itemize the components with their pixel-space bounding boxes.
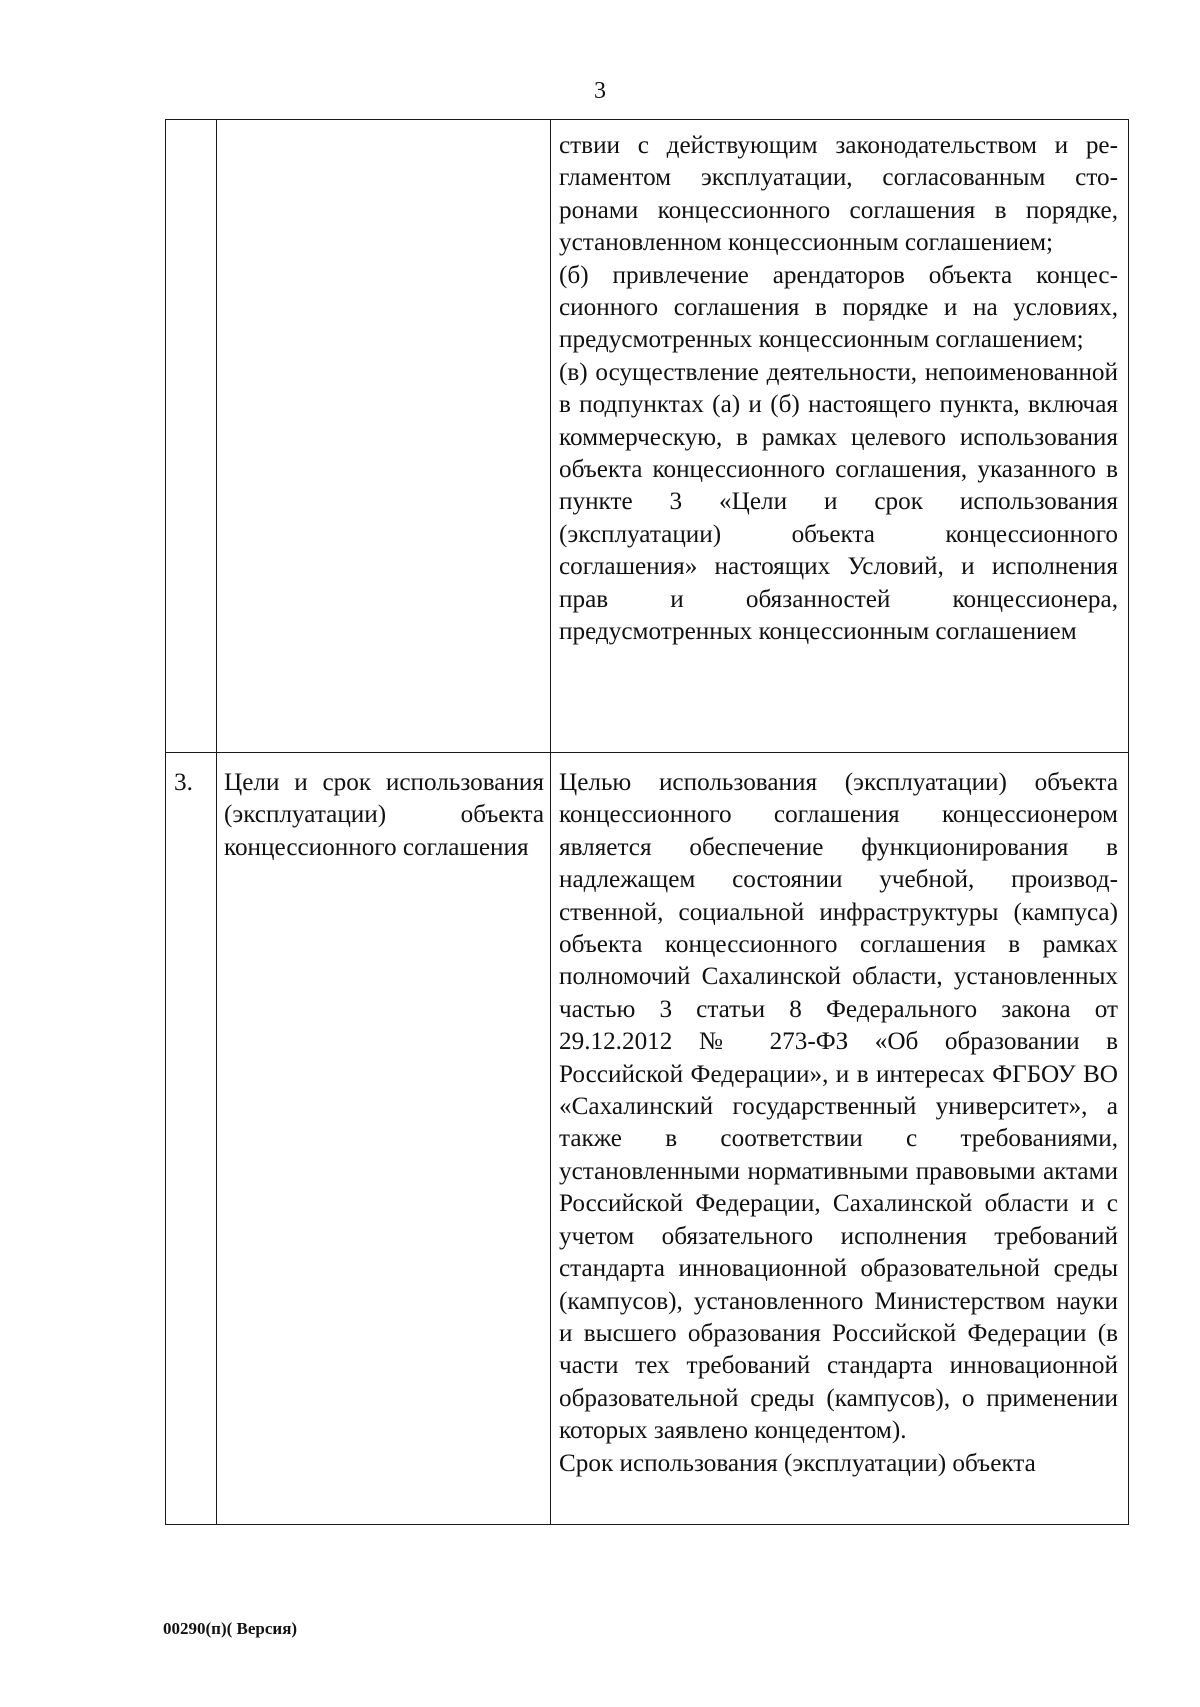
- row-number-cell: [166, 753, 217, 1525]
- row-title: Цели и срок использования (эксплуатации) объекта концессионного соглашения: [224, 769, 544, 861]
- row-number: 3.: [174, 769, 193, 796]
- row-description: [551, 120, 1128, 649]
- row-number-cell: [166, 120, 217, 753]
- description-paragraph: Целью использования (эксплуатации) объекта концессионного соглашения концессионером является обеспечение функционирования в надлежащем состоянии учебной, производственной, социальной инфраструктуры (кампуса) объекта концессионного соглашения в рамках полномочий Сахалинской области, установленных частью 3 статьи 8 Федерального закона от 29.12.2012 № 273-ФЗ «Об образовании в Российской Федерации», и в интересах ФГБОУ ВО «Сахалинский государственный университет», а также в соответствии с требованиями, установленными нормативными правовыми актами Российской Федерации, Сахалинской области и с учетом обязательного исполнения требований стандарта инновационной образовательной среды (кампусов), установленного Министерством науки и высшего образования Российской Федерации (в части тех требований стандарта инновационной образовательной среды (кампусов), о применении которых заявлено концедентом).: [559, 769, 1118, 1445]
- description-paragraph: (в) осуществление деятельности, непоименованной в подпунктах (а) и (б) настоящего пункта, включая коммерческую, в рамках целевого использования объекта концессионного соглашения, указанного в пункте 3 «Цели и срок использования (эксплуатации) объекта концессионного соглашения» настоящих Условий, и исполнения прав и обязанностей концессионера, предусмотренных концессионным соглашением: [559, 358, 1118, 646]
- row-title-cell: [217, 753, 551, 1525]
- conditions-table: [165, 119, 1129, 1525]
- row-description-cell: [551, 120, 1129, 753]
- row-title-cell: [217, 120, 551, 753]
- description-paragraph: (б) привлечение арендаторов объекта концессионного соглашения в порядке и на условиях, предусмотренных концессионным соглашением;: [559, 261, 1118, 354]
- row-description-cell: [551, 753, 1129, 1525]
- description-paragraph: Срок использования (эксплуатации) объекта: [559, 1449, 1036, 1477]
- description-paragraph: ствии с действующим законодательством и регламентом эксплуатации, согласованным сторонами концессионного соглашения в порядке, установленном концессионным соглашением;: [559, 132, 1118, 257]
- table-row: [166, 120, 1129, 753]
- document-code: 00290(п)( Версия): [163, 1619, 298, 1638]
- row-description: [551, 753, 1128, 1480]
- table-row: [166, 753, 1129, 1525]
- page-number: 3: [594, 78, 606, 104]
